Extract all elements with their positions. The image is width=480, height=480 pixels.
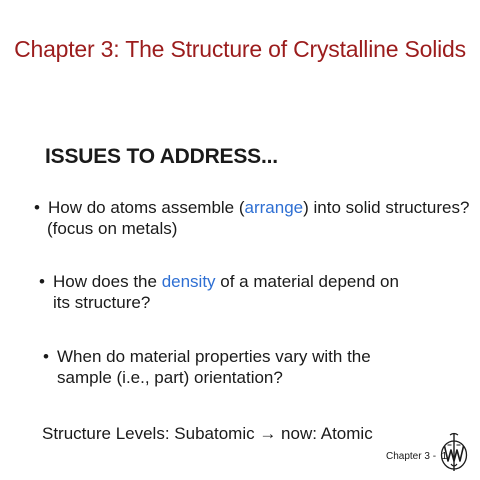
bullet-3-line2: sample (i.e., part) orientation? xyxy=(57,368,283,387)
slide-title: Chapter 3: The Structure of Crystalline Solids xyxy=(14,36,466,62)
bullet-1-text-start: How do atoms assemble ( xyxy=(48,198,245,217)
bullet-3-text-start: When do material properties vary with the xyxy=(57,347,371,366)
bullet-2-text-start: How does the xyxy=(53,272,162,291)
bullet-1-line2: (focus on metals) xyxy=(47,219,178,238)
bullet-1-highlight: arrange xyxy=(244,198,304,217)
bullet-dot: • xyxy=(34,198,40,217)
bullet-1-text-end: ) into solid structures? xyxy=(303,198,470,217)
bullet-item-1 xyxy=(34,197,469,239)
wiley-logo-icon xyxy=(438,431,470,473)
bullet-item-3 xyxy=(43,346,371,388)
bullet-dot: • xyxy=(43,347,49,366)
footer-page-number: 1 xyxy=(441,451,448,462)
structure-levels-text: Structure Levels: Subatomic → now: Atomic xyxy=(42,424,373,443)
bullet-2-line2: its structure? xyxy=(53,293,151,312)
bullet-dot: • xyxy=(39,272,45,291)
footer-chapter-label: Chapter 3 - xyxy=(386,451,437,462)
bullet-item-2 xyxy=(39,271,399,313)
bullet-2-text-end: of a material depend on xyxy=(215,272,399,291)
issues-heading: ISSUES TO ADDRESS... xyxy=(45,145,278,168)
bullet-2-highlight: density xyxy=(161,272,216,291)
